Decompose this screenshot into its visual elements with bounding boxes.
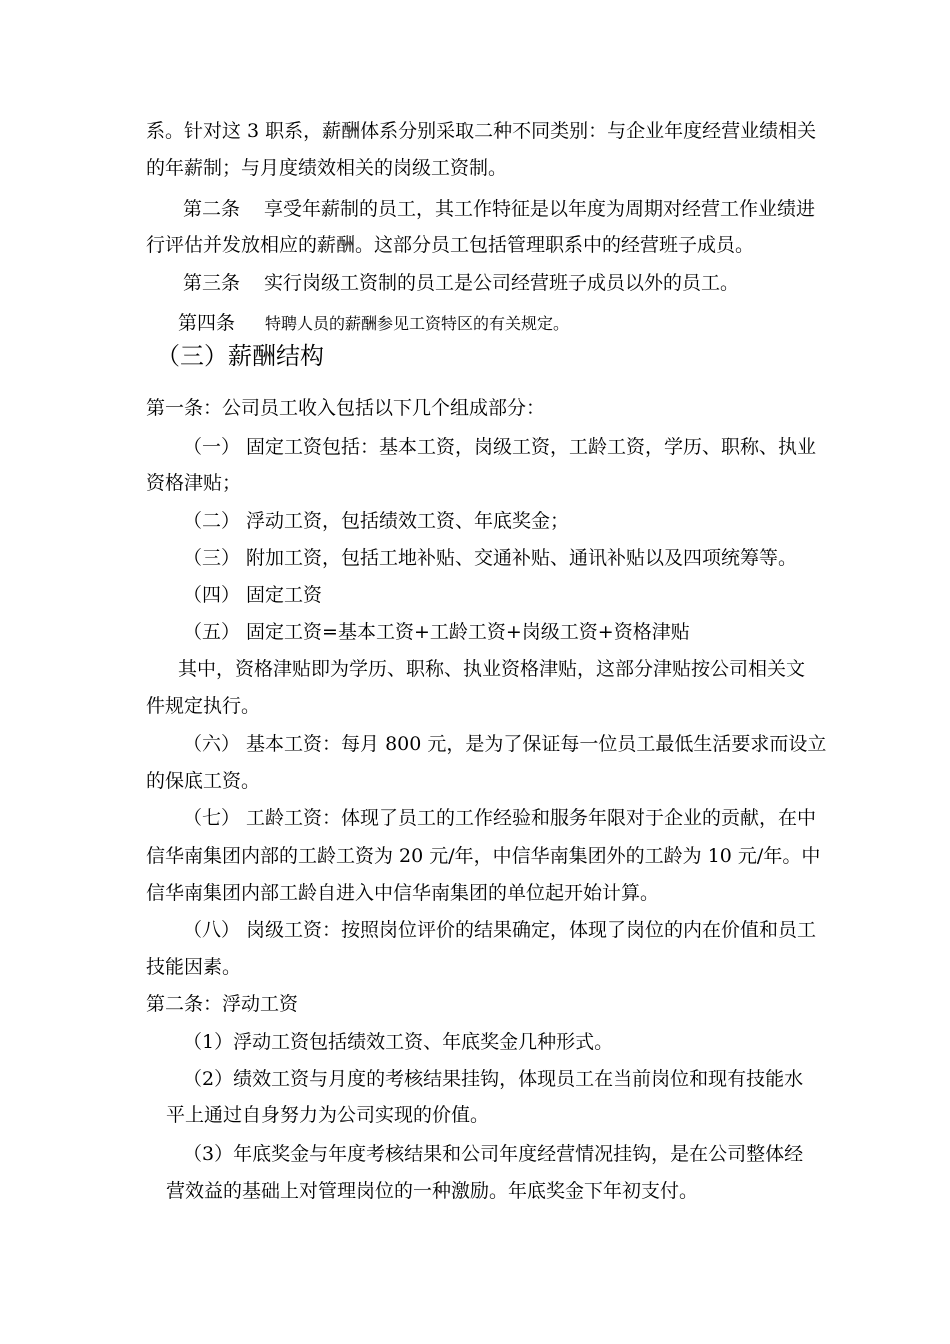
paragraph-line: 系。针对这 3 职系，薪酬体系分别采取二种不同类别：与企业年度经营业绩相关 <box>146 120 817 142</box>
article-3-label: 第三条 <box>183 272 241 294</box>
paragraph-line: （四） 固定工资 <box>183 584 323 606</box>
paragraph-line: 的年薪制；与月度绩效相关的岗级工资制。 <box>146 157 508 179</box>
paragraph-line: （三） 附加工资，包括工地补贴、交通补贴、通讯补贴以及四项统筹等。 <box>183 547 798 569</box>
paragraph-line: 资格津贴； <box>146 472 242 494</box>
paragraph-line: 第一条：公司员工收入包括以下几个组成部分： <box>146 397 546 419</box>
article-2-text: 享受年薪制的员工，其工作特征是以年度为周期对经营工作业绩进 <box>264 198 816 220</box>
article-4-label: 第四条 <box>178 312 236 334</box>
paragraph-line: （五） 固定工资=基本工资+工龄工资+岗级工资+资格津贴 <box>183 621 690 643</box>
paragraph-line: （二） 浮动工资，包括绩效工资、年底奖金； <box>183 510 570 532</box>
paragraph-line: （3）年底奖金与年度考核结果和公司年度经营情况挂钩，是在公司整体经 <box>183 1143 804 1165</box>
paragraph-line: 营效益的基础上对管理岗位的一种激励。年底奖金下年初支付。 <box>166 1180 699 1202</box>
paragraph-line: （一） 固定工资包括：基本工资，岗级工资，工龄工资，学历、职称、执业 <box>183 436 817 458</box>
paragraph-line: 第二条：浮动工资 <box>146 993 299 1015</box>
paragraph-line: 的保底工资。 <box>146 770 261 792</box>
paragraph-line: 技能因素。 <box>146 956 242 978</box>
section-heading: （三）薪酬结构 <box>156 342 324 370</box>
paragraph-line: （六） 基本工资：每月 800 元，是为了保证每一位员工最低生活要求而设立 <box>183 733 827 755</box>
paragraph-line: （2）绩效工资与月度的考核结果挂钩，体现员工在当前岗位和现有技能水 <box>183 1068 804 1090</box>
article-3 <box>183 270 739 296</box>
paragraph-line: （1）浮动工资包括绩效工资、年底奖金几种形式。 <box>183 1031 614 1053</box>
paragraph-line: 信华南集团内部工龄自进入中信华南集团的单位起开始计算。 <box>146 882 660 904</box>
article-2 <box>183 196 815 222</box>
article-4-text: 特聘人员的薪酬参见工资特区的有关规定。 <box>265 314 570 333</box>
paragraph-line: 件规定执行。 <box>146 695 261 717</box>
article-2-label: 第二条 <box>183 198 241 220</box>
paragraph-line: 平上通过自身努力为公司实现的价值。 <box>166 1104 490 1126</box>
paragraph-line: （八） 岗级工资：按照岗位评价的结果确定，体现了岗位的内在价值和员工 <box>183 919 817 941</box>
paragraph-line: 行评估并发放相应的薪酬。这部分员工包括管理职系中的经营班子成员。 <box>146 234 755 256</box>
paragraph-line: 信华南集团内部的工龄工资为 20 元/年，中信华南集团外的工龄为 10 元/年。中 <box>146 845 821 867</box>
article-3-text: 实行岗级工资制的员工是公司经营班子成员以外的员工。 <box>264 272 740 294</box>
paragraph-line: （七） 工龄工资：体现了员工的工作经验和服务年限对于企业的贡献，在中 <box>183 807 817 829</box>
paragraph-line: 其中，资格津贴即为学历、职称、执业资格津贴，这部分津贴按公司相关文 <box>178 658 806 680</box>
article-4 <box>178 310 569 337</box>
